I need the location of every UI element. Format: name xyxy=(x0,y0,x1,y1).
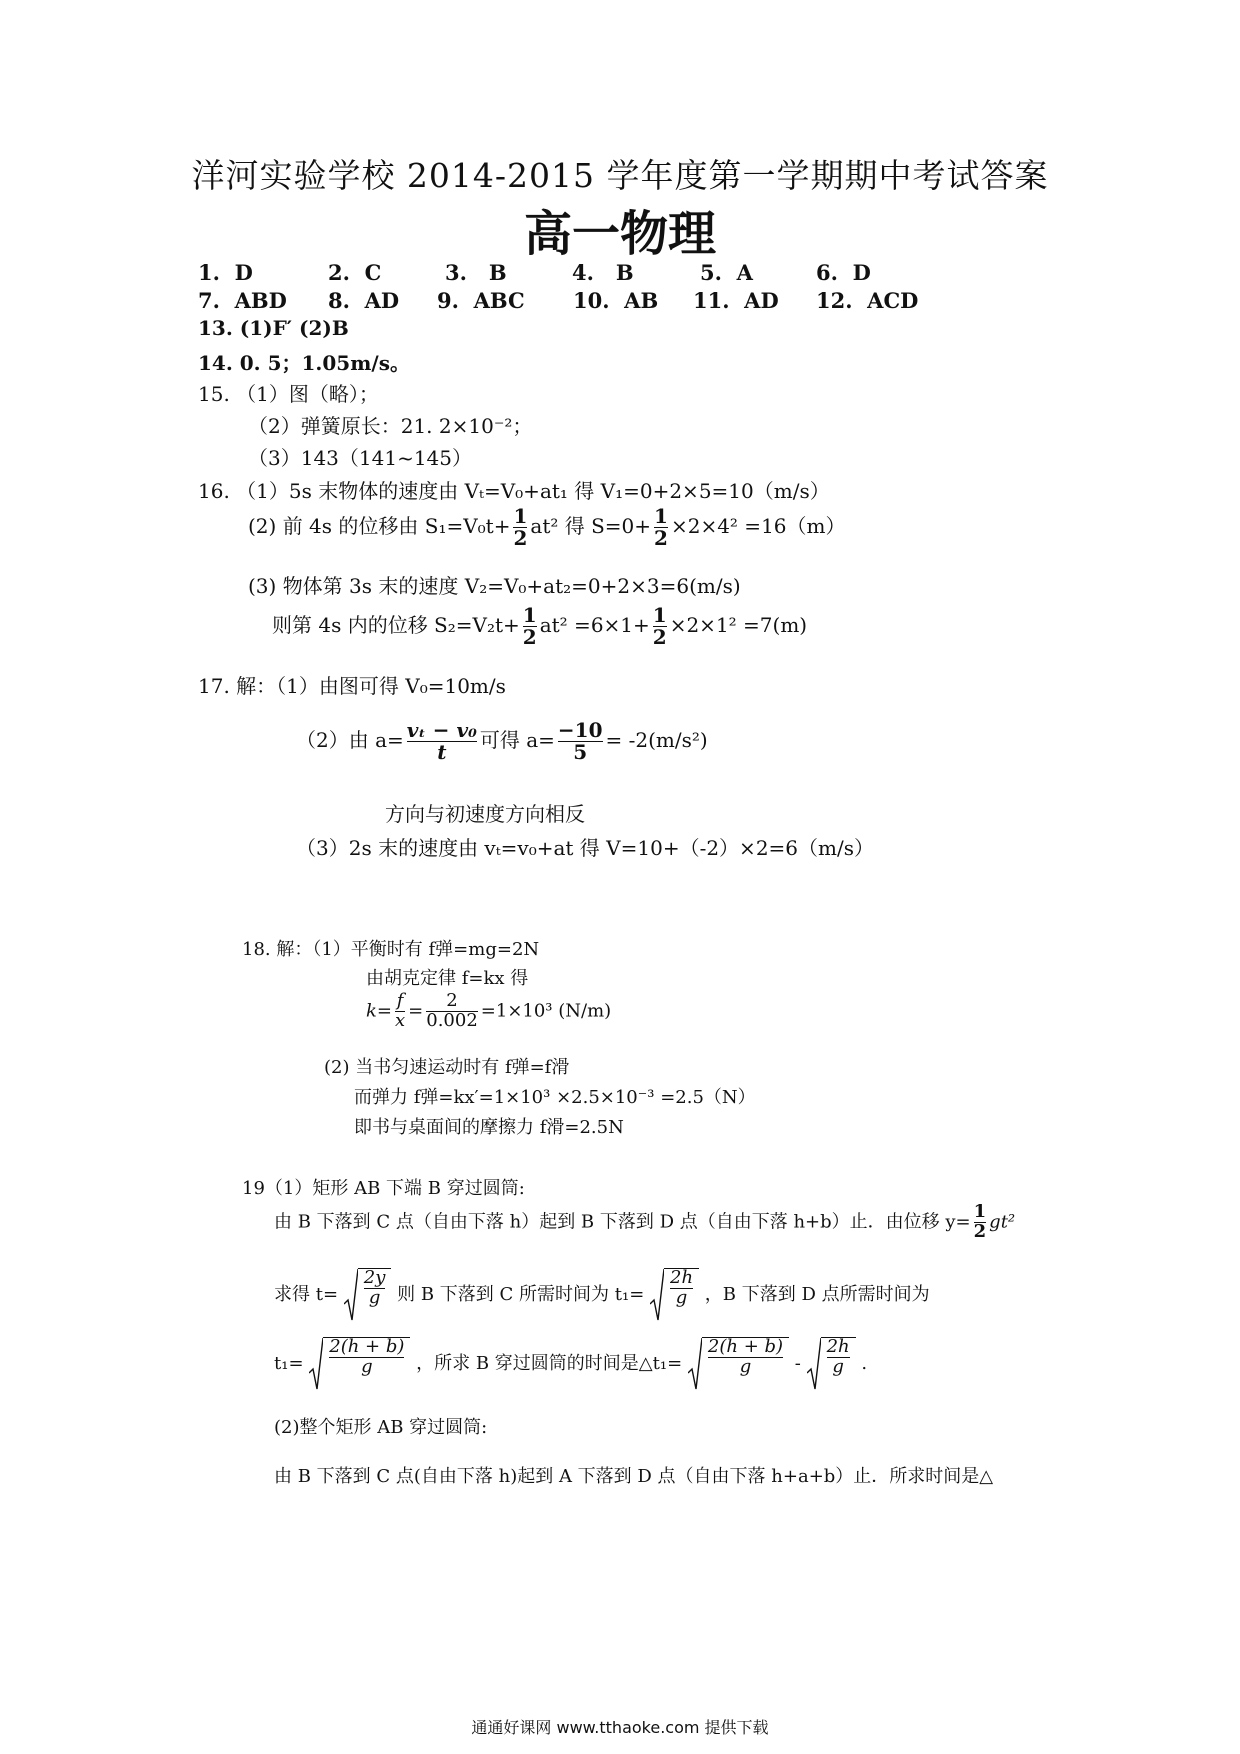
answer-19-line-4: t₁= $\frac{2(h + b)}{g}$ ，所求 B 穿过圆筒的时间是△t₁= $\frac{2(h + b)}{g}$ - $\frac{2h}{g}$ . xyxy=(274,1337,867,1391)
sqrt-2hb-over-g: $\frac{2(h + b)}{g}$ xyxy=(309,1337,410,1391)
mc-item: 5. A xyxy=(700,260,753,285)
answer-15-line-3: （3）143（141~145） xyxy=(248,446,473,470)
mc-item: 4. B xyxy=(572,260,634,285)
fraction-acceleration-value: $\frac{-10}{5}$ xyxy=(557,718,603,764)
fraction-spring-constant: $\frac{2}{0.002}$ xyxy=(426,990,478,1031)
answer-17-line-3: 方向与初速度方向相反 xyxy=(385,802,585,826)
answer-15-line-1: 15. （1）图（略）； xyxy=(198,382,379,406)
answer-16-line-1: 16. （1）5s 末物体的速度由 Vₜ=V₀+at₁ 得 V₁=0+2×5=10（m/s） xyxy=(198,479,830,503)
mc-item: 9. ABC xyxy=(437,288,525,313)
sqrt-2h-over-g: $\frac{2h}{g}$ xyxy=(807,1337,856,1391)
answer-18-line-3: k= $\frac{f}{x}$ = $\frac{2}{0.002}$ =1×10³ (N/m) xyxy=(366,990,612,1031)
answer-17-line-2: （2）由 a= $\frac{\text{vₜ − v₀}}{t}$ 可得 a= $\frac{-10}{5}$ = -2(m/s²) xyxy=(296,718,708,764)
document-subtitle: 高一物理 xyxy=(523,206,716,262)
mc-item: 2. C xyxy=(328,260,382,285)
sqrt-2y-over-g: $\frac{2y}{g}$ xyxy=(344,1268,392,1322)
mc-item: 10. AB xyxy=(573,288,659,313)
answer-19-line-3: 求得 t= $\frac{2y}{g}$ 则 B 下落到 C 所需时间为 t₁= $\frac{2h}{g}$ ，B 下落到 D 点所需时间为 xyxy=(274,1268,930,1322)
answer-14: 14. 0. 5；1.05m/s。 xyxy=(198,351,410,375)
answer-16-line-2: (2) 前 4s 的位移由 S₁=V₀t+ $\frac{1}{2}$ at² 得 S=0+ $\frac{1}{2}$ ×2×4² =16（m） xyxy=(248,504,846,550)
answer-18-line-4: (2) 当书匀速运动时有 f弹=f滑 xyxy=(324,1057,570,1078)
document-title: 洋河实验学校 2014-2015 学年度第一学期期中考试答案 xyxy=(191,156,1049,195)
answer-18-line-6: 即书与桌面间的摩擦力 f滑=2.5N xyxy=(354,1117,624,1138)
answer-18-line-2: 由胡克定律 f=kx 得 xyxy=(366,968,529,989)
mc-item: 1. D xyxy=(198,260,253,285)
answer-19-line-2: 由 B 下落到 C 点（自由下落 h）起到 B 下落到 D 点（自由下落 h+b）止．由位移 y= $\frac{1}{2}$ gt² xyxy=(274,1201,1016,1242)
answer-18-line-1: 18. 解：（1）平衡时有 f弹=mg=2N xyxy=(242,939,540,960)
fraction-acceleration-formula: $\frac{\text{vₜ − v₀}}{t}$ xyxy=(406,718,477,764)
fraction-half: $\frac{1}{2}$ xyxy=(973,1201,987,1242)
answer-19-line-5: (2)整个矩形 AB 穿过圆筒: xyxy=(274,1417,488,1438)
answer-15-line-2: （2）弹簧原长：21. 2×10⁻²； xyxy=(248,414,533,438)
fraction-half: $\frac{1}{2}$ xyxy=(522,603,537,649)
fraction-half: $\frac{1}{2}$ xyxy=(652,603,667,649)
mc-item: 3. B xyxy=(445,260,507,285)
answer-19-line-1: 19（1）矩形 AB 下端 B 穿过圆筒: xyxy=(242,1178,525,1199)
answer-16-line-3: (3) 物体第 3s 末的速度 V₂=V₀+at₂=0+2×3=6(m/s) xyxy=(248,574,741,598)
mc-item: 8. AD xyxy=(328,288,400,313)
sqrt-2hb-over-g: $\frac{2(h + b)}{g}$ xyxy=(688,1337,789,1391)
sqrt-2h-over-g: $\frac{2h}{g}$ xyxy=(650,1268,699,1322)
fraction-half: $\frac{1}{2}$ xyxy=(513,504,528,550)
fraction-f-over-x: $\frac{f}{x}$ xyxy=(395,990,406,1031)
mc-item: 7. ABD xyxy=(198,288,287,313)
answer-17-line-4: （3）2s 末的速度由 vₜ=v₀+at 得 V=10+（-2）×2=6（m/s） xyxy=(296,836,874,860)
mc-item: 12. ACD xyxy=(816,288,919,313)
answer-16-line-4: 则第 4s 内的位移 S₂=V₂t+ $\frac{1}{2}$ at² =6×1+ $\frac{1}{2}$ ×2×1² =7(m) xyxy=(272,603,808,649)
fraction-half: $\frac{1}{2}$ xyxy=(654,504,668,550)
mc-item: 6. D xyxy=(816,260,871,285)
answer-17-line-1: 17. 解：（1）由图可得 V₀=10m/s xyxy=(198,674,506,698)
answer-19-line-6: 由 B 下落到 C 点(自由下落 h)起到 A 下落到 D 点（自由下落 h+a+b）止．所求时间是△ xyxy=(274,1466,994,1487)
footer-credit: 通通好课网 www.tthaoke.com 提供下载 xyxy=(471,1718,769,1737)
mc-item: 11. AD xyxy=(693,288,779,313)
answer-13: 13. (1)F′ (2)B xyxy=(198,316,349,340)
answer-18-line-5: 而弹力 f弹=kx′=1×10³ ×2.5×10⁻³ =2.5（N） xyxy=(354,1087,756,1108)
